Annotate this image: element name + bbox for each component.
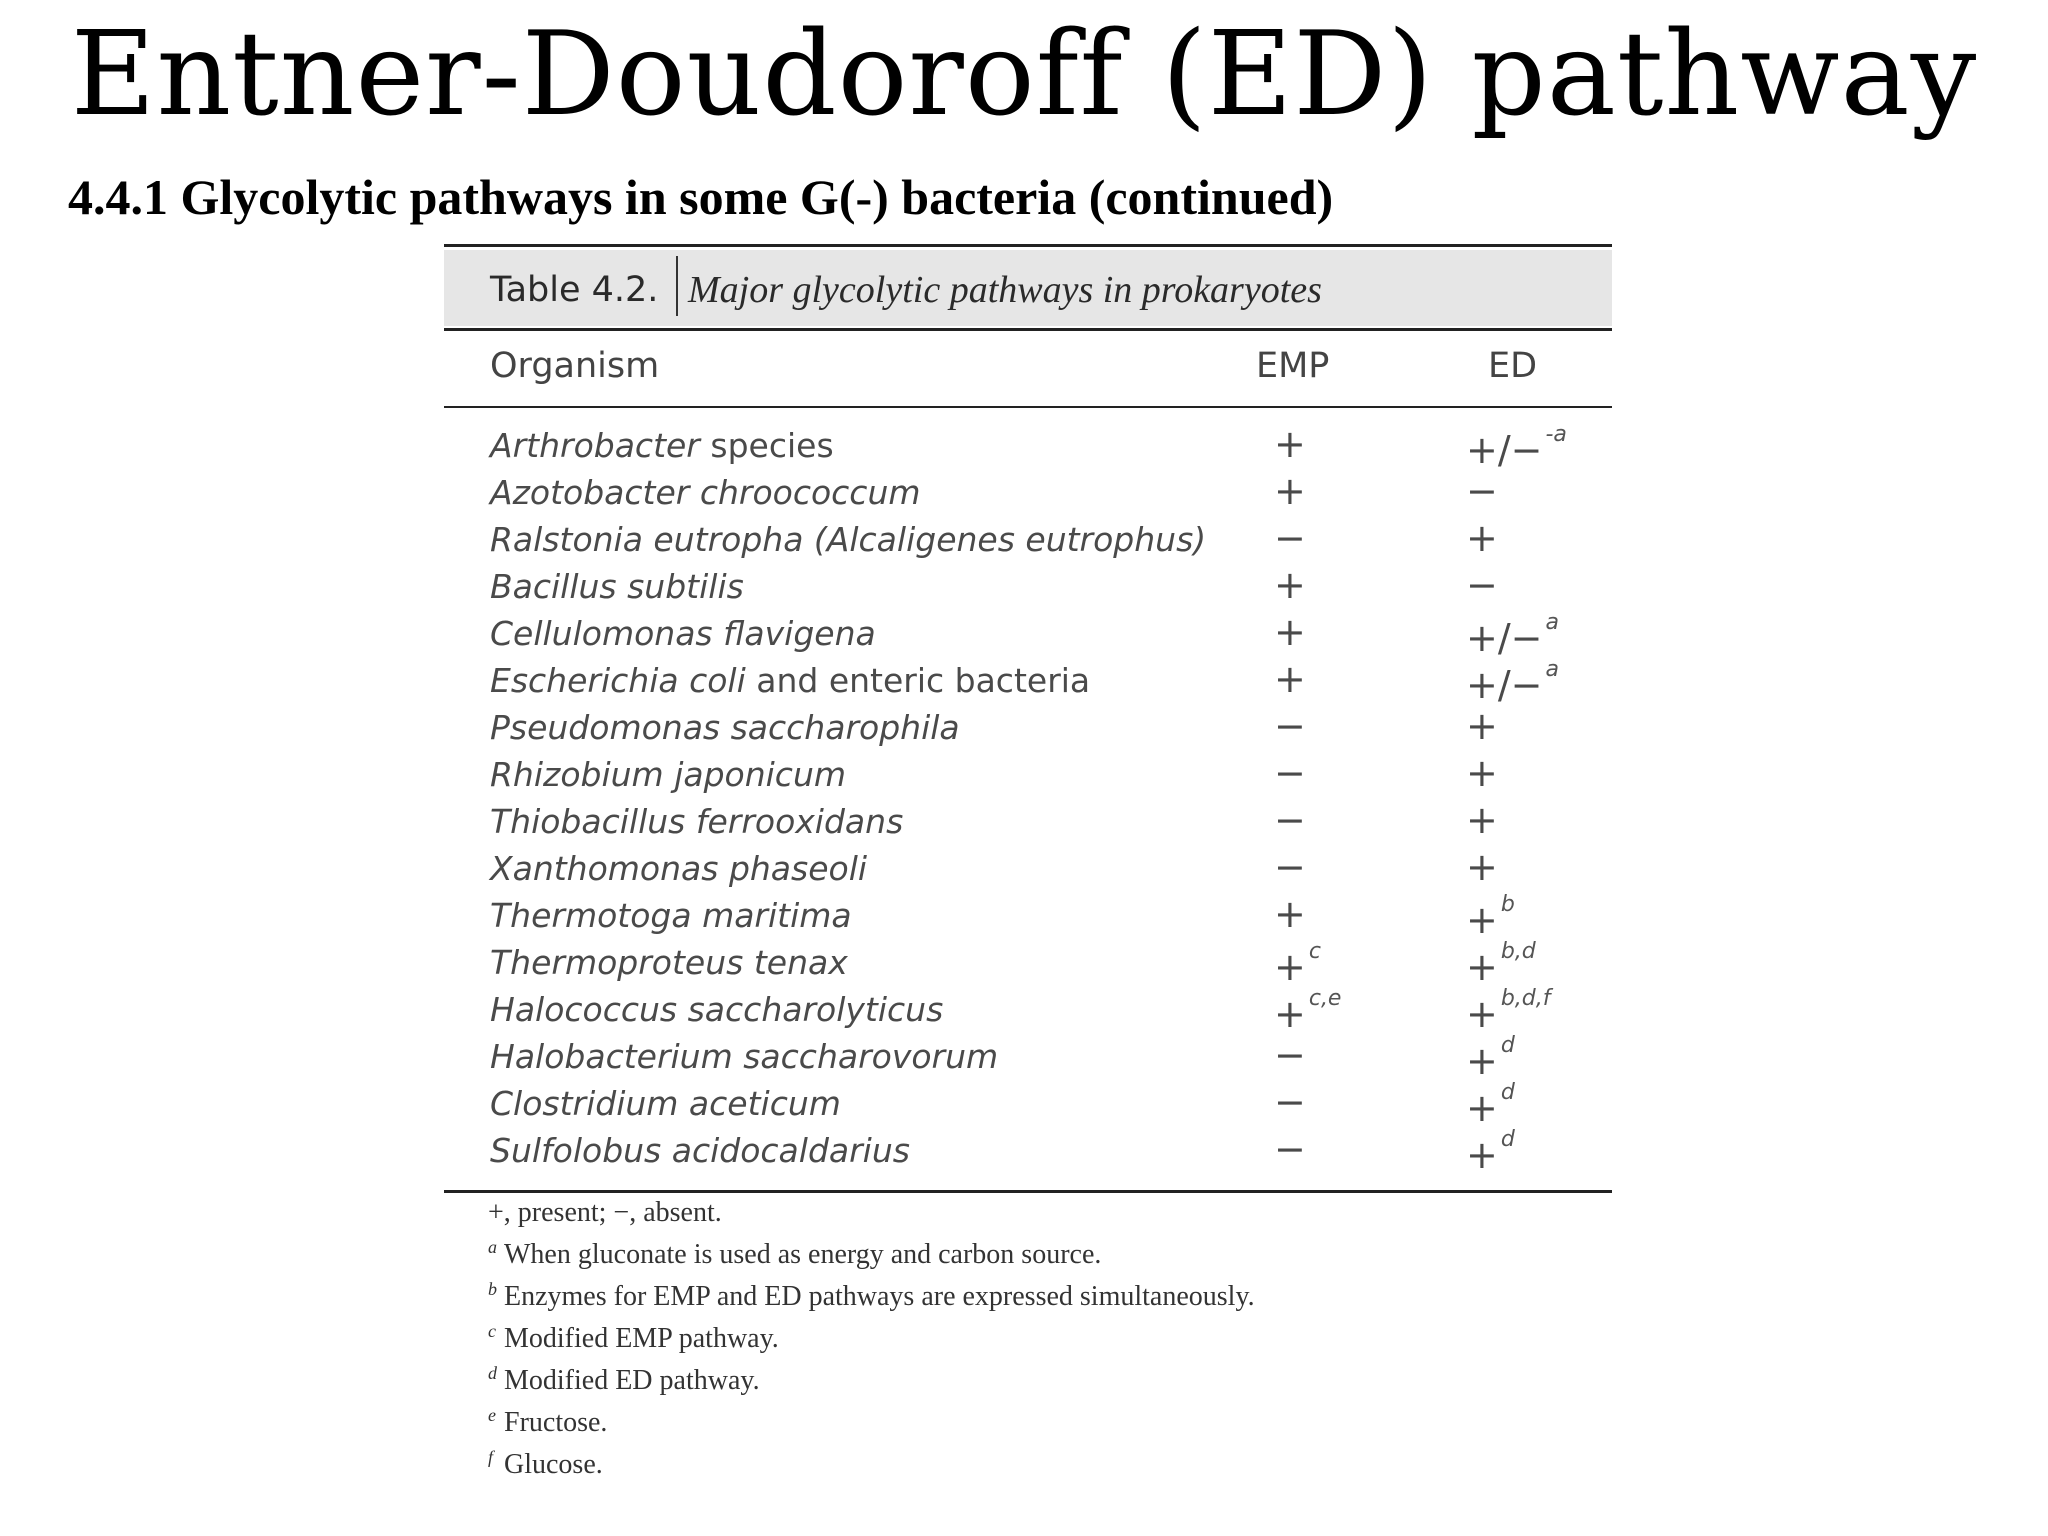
organism-name: Thermotoga maritima	[490, 896, 852, 935]
organism-cell	[490, 1037, 998, 1076]
table-row	[444, 704, 1612, 751]
table-row	[444, 751, 1612, 798]
footnote	[488, 1230, 1255, 1272]
emp-cell	[1274, 892, 1306, 936]
ed-value: +	[1466, 898, 1498, 942]
ed-cell	[1466, 939, 1536, 989]
footnote	[488, 1272, 1255, 1314]
ed-cell	[1466, 422, 1567, 472]
ed-value: −	[1466, 469, 1498, 513]
ed-cell	[1466, 610, 1559, 660]
ed-cell	[1466, 469, 1498, 513]
table-row	[444, 892, 1612, 942]
emp-value: −	[1274, 751, 1306, 795]
footnote-mark: c	[488, 1321, 496, 1341]
organism-name: Rhizobium japonicum	[490, 755, 847, 794]
footnote	[488, 1356, 1255, 1398]
organism-name: Cellulomonas flavigena	[490, 614, 876, 653]
ed-cell	[1466, 704, 1498, 748]
emp-cell	[1274, 422, 1306, 466]
header-bottom-rule	[444, 406, 1612, 408]
top-rule	[444, 244, 1612, 247]
table-row	[444, 1033, 1612, 1083]
organism-cell	[490, 896, 852, 935]
slide-title: Entner-Doudoroff (ED) pathway	[70, 7, 1978, 142]
emp-cell	[1274, 1033, 1306, 1077]
organism-cell	[490, 661, 1090, 700]
organism-name: Arthrobacter	[490, 426, 700, 465]
ed-cell	[1466, 845, 1498, 889]
emp-cell	[1274, 657, 1306, 701]
emp-value: +	[1274, 422, 1306, 466]
footnote-text: Fructose.	[504, 1407, 608, 1438]
ed-value: +	[1466, 516, 1498, 560]
ed-value: +	[1466, 1086, 1498, 1130]
emp-footnote-ref: c	[1308, 939, 1321, 964]
organism-cell	[490, 1131, 910, 1170]
ed-value: +	[1466, 1039, 1498, 1083]
organism-name: Ralstonia eutropha (Alcaligenes eutrophus)	[490, 520, 1207, 559]
emp-cell	[1274, 939, 1321, 989]
organism-name: Escherichia coli	[490, 661, 746, 700]
table-caption-label: Table 4.2.	[490, 270, 659, 310]
emp-value: −	[1274, 704, 1306, 748]
ed-value: +/−	[1466, 663, 1543, 707]
ed-footnote-ref: d	[1500, 1033, 1515, 1058]
ed-footnote-ref: -a	[1545, 422, 1567, 447]
footnote-text: Enzymes for EMP and ED pathways are expressed simultaneously.	[504, 1281, 1255, 1312]
ed-cell	[1466, 516, 1498, 560]
ed-value: +/−	[1466, 616, 1543, 660]
ed-value: +	[1466, 704, 1498, 748]
ed-footnote-ref: b,d	[1500, 939, 1536, 964]
emp-value: +	[1274, 892, 1306, 936]
emp-cell	[1274, 986, 1341, 1036]
organism-name: Thiobacillus ferrooxidans	[490, 802, 904, 841]
footnote-mark: d	[488, 1363, 497, 1383]
emp-cell	[1274, 1127, 1306, 1171]
table-row	[444, 563, 1612, 610]
emp-value: +	[1274, 992, 1306, 1036]
ed-cell	[1466, 1080, 1515, 1130]
organism-cell	[490, 473, 921, 512]
organism-cell	[490, 943, 848, 982]
column-header-emp: EMP	[1256, 346, 1330, 386]
ed-cell	[1466, 1033, 1515, 1083]
organism-name: Azotobacter chroococcum	[490, 473, 921, 512]
footnote	[488, 1314, 1255, 1356]
organism-cell	[490, 802, 903, 841]
footnote-text: Glucose.	[504, 1449, 603, 1480]
emp-footnote-ref: c,e	[1308, 986, 1342, 1011]
emp-cell	[1274, 1080, 1306, 1124]
organism-cell	[490, 708, 960, 747]
emp-value: −	[1274, 516, 1306, 560]
footnote-mark: f	[488, 1447, 494, 1467]
ed-cell	[1466, 657, 1559, 707]
organism-name: Halobacterium saccharovorum	[490, 1037, 999, 1076]
emp-cell	[1274, 610, 1306, 654]
column-header-ed: ED	[1488, 346, 1538, 386]
emp-value: +	[1274, 469, 1306, 513]
table-row	[444, 1080, 1612, 1130]
table-row	[444, 469, 1612, 516]
table-caption-text: Major glycolytic pathways in prokaryotes	[688, 269, 1322, 311]
table-row	[444, 939, 1612, 989]
emp-cell	[1274, 469, 1306, 513]
footnote	[488, 1398, 1255, 1440]
ed-value: +	[1466, 798, 1498, 842]
organism-name: Xanthomonas phaseoli	[490, 849, 868, 888]
table-row	[444, 422, 1612, 472]
table-row	[444, 1127, 1612, 1177]
footnote-text: +, present; −, absent.	[488, 1197, 722, 1228]
ed-value: +	[1466, 945, 1498, 989]
ed-value: +	[1466, 992, 1498, 1036]
slide-subtitle: 4.4.1 Glycolytic pathways in some G(-) bacteria (continued)	[68, 169, 1334, 225]
emp-cell	[1274, 798, 1306, 842]
caption-bottom-rule	[444, 328, 1612, 331]
footnote-text: Modified EMP pathway.	[504, 1323, 779, 1354]
organism-qualifier: species	[699, 426, 834, 465]
organism-cell	[490, 614, 876, 653]
ed-cell	[1466, 986, 1551, 1036]
organism-cell	[490, 426, 834, 465]
ed-value: +	[1466, 751, 1498, 795]
emp-value: −	[1274, 1033, 1306, 1077]
organism-name: Bacillus subtilis	[490, 567, 744, 606]
emp-value: +	[1274, 563, 1306, 607]
footnote	[488, 1440, 1255, 1482]
ed-footnote-ref: d	[1500, 1080, 1515, 1105]
table-row	[444, 610, 1612, 660]
emp-cell	[1274, 516, 1306, 560]
organism-qualifier: and enteric bacteria	[745, 661, 1091, 700]
ed-value: +	[1466, 845, 1498, 889]
table-footnotes	[488, 1196, 1255, 1482]
organism-cell	[490, 849, 867, 888]
ed-value: −	[1466, 563, 1498, 607]
ed-cell	[1466, 1127, 1515, 1177]
ed-value: +/−	[1466, 428, 1543, 472]
caption-divider	[676, 256, 678, 316]
table-row	[444, 845, 1612, 892]
emp-value: +	[1274, 610, 1306, 654]
organism-name: Clostridium aceticum	[490, 1084, 841, 1123]
footnote-mark: b	[488, 1279, 497, 1299]
table-row	[444, 986, 1612, 1036]
emp-value: −	[1274, 1127, 1306, 1171]
ed-footnote-ref: b,d,f	[1500, 986, 1551, 1011]
footnote-mark: e	[488, 1405, 496, 1425]
emp-cell	[1274, 845, 1306, 889]
table-body	[444, 422, 1612, 1177]
organism-cell	[490, 520, 1206, 559]
emp-value: +	[1274, 945, 1306, 989]
ed-cell	[1466, 563, 1498, 607]
emp-cell	[1274, 751, 1306, 795]
column-header-organism: Organism	[490, 346, 660, 386]
footnote	[488, 1196, 1255, 1230]
emp-cell	[1274, 563, 1306, 607]
emp-value: −	[1274, 1080, 1306, 1124]
footnote-text: Modified ED pathway.	[504, 1365, 760, 1396]
emp-value: +	[1274, 657, 1306, 701]
table-row	[444, 516, 1612, 563]
table-bottom-rule	[444, 1190, 1612, 1193]
organism-name: Pseudomonas saccharophila	[490, 708, 960, 747]
ed-footnote-ref: a	[1545, 610, 1559, 635]
organism-cell	[490, 755, 846, 794]
ed-cell	[1466, 798, 1498, 842]
organism-name: Halococcus saccharolyticus	[490, 990, 944, 1029]
organism-cell	[490, 990, 943, 1029]
emp-value: −	[1274, 798, 1306, 842]
organism-cell	[490, 567, 744, 606]
ed-footnote-ref: a	[1545, 657, 1559, 682]
table-row	[444, 798, 1612, 845]
organism-cell	[490, 1084, 841, 1123]
emp-cell	[1274, 704, 1306, 748]
ed-cell	[1466, 892, 1515, 942]
organism-name: Thermoproteus tenax	[490, 943, 848, 982]
ed-cell	[1466, 751, 1498, 795]
ed-footnote-ref: d	[1500, 1127, 1515, 1152]
ed-footnote-ref: b	[1500, 892, 1515, 917]
footnote-mark: a	[488, 1237, 497, 1257]
footnote-text: When gluconate is used as energy and carbon source.	[504, 1239, 1102, 1270]
table-row	[444, 657, 1612, 707]
organism-name: Sulfolobus acidocaldarius	[490, 1131, 910, 1170]
emp-value: −	[1274, 845, 1306, 889]
ed-value: +	[1466, 1133, 1498, 1177]
